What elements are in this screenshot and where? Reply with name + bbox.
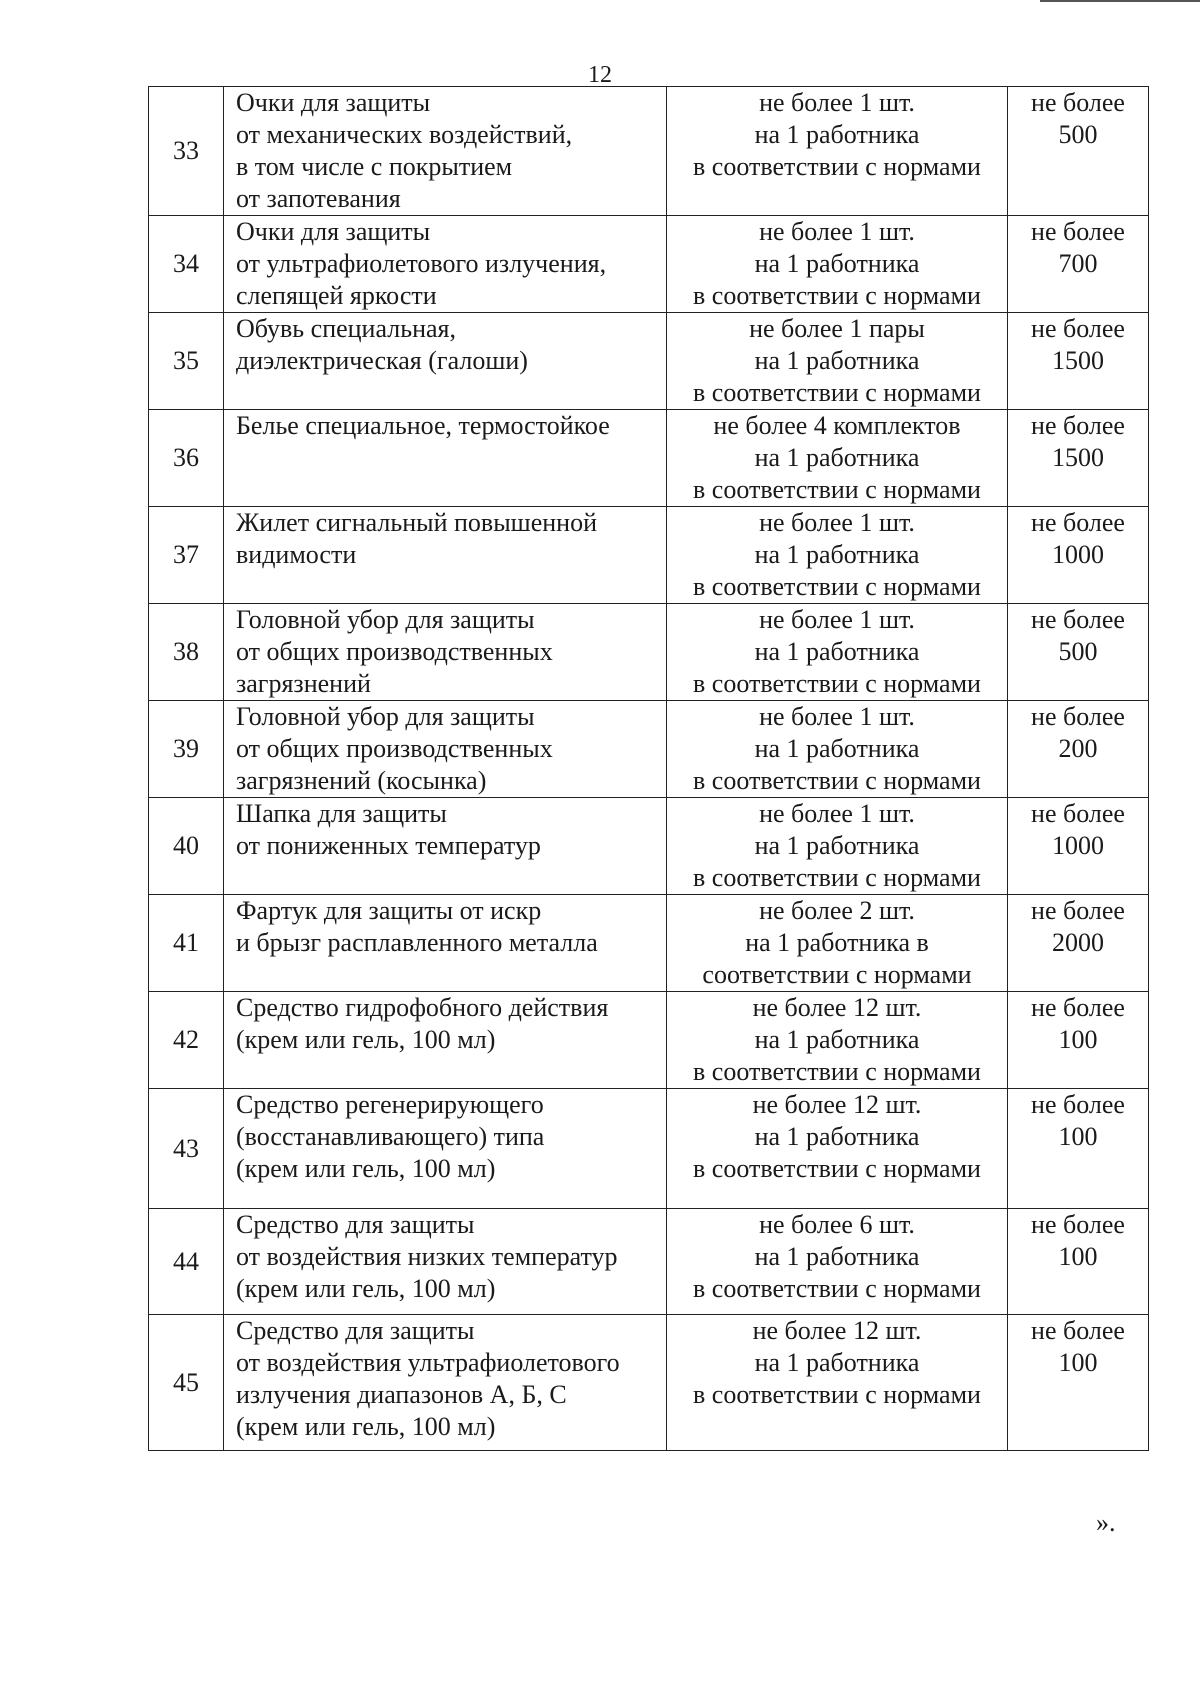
item-quantity-line: в соответствии с нормами [693,766,981,795]
table-row [149,410,1149,507]
item-quantity-line: на 1 работника в [745,928,929,957]
item-name [224,604,667,701]
item-quantity-line: в соответствии с нормами [693,378,981,407]
ppe-table [148,86,1149,1451]
item-name [224,87,667,216]
item-price [1008,604,1149,701]
row-number: 33 [149,87,224,216]
item-name [224,1209,667,1315]
item-name-line: Средство регенерирующего [236,1090,544,1119]
item-name-line: Обувь специальная, [236,314,456,343]
item-price-line: не более [1031,508,1125,537]
row-number: 41 [149,895,224,992]
item-name-line: видимости [236,540,357,569]
item-price [1008,410,1149,507]
item-quantity-line: на 1 работника [754,346,920,375]
item-name-line: загрязнений [236,669,371,698]
item-quantity-line: не более 1 шт. [759,88,915,117]
item-price [1008,701,1149,798]
closing-quote: ». [1096,1508,1116,1537]
item-quantity-line: не более 12 шт. [752,1090,922,1119]
table-row [149,1209,1149,1315]
item-name-line: (крем или гель, 100 мл) [236,1274,496,1303]
table-row [149,604,1149,701]
item-quantity-line: не более 4 комплектов [713,411,961,440]
item-name-line: (крем или гель, 100 мл) [236,1154,496,1183]
item-price-line: 500 [1058,120,1098,149]
table-row [149,313,1149,410]
item-name-line: и брызг расплавленного металла [236,928,598,957]
row-number: 40 [149,798,224,895]
item-name-line: (крем или гель, 100 мл) [236,1412,496,1441]
item-quantity-line: не более 1 шт. [759,217,915,246]
item-quantity-line: в соответствии с нормами [693,1057,981,1086]
item-quantity-line: на 1 работника [754,637,920,666]
item-quantity-line: не более 2 шт. [759,896,915,925]
item-price-line: не более [1031,799,1125,828]
item-name-line: от общих производственных [236,637,553,666]
item-quantity-line: на 1 работника [754,443,920,472]
table-row [149,1089,1149,1209]
table-row [149,216,1149,313]
item-name [224,1315,667,1451]
item-quantity-line: в соответствии с нормами [693,1380,981,1409]
item-name-line: от воздействия низких температур [236,1242,618,1271]
row-number: 43 [149,1089,224,1209]
item-quantity-line: на 1 работника [754,1122,920,1151]
item-quantity-line: в соответствии с нормами [693,1154,981,1183]
item-price-line: не более [1031,605,1125,634]
item-name [224,1089,667,1209]
item-name-line: Головной убор для защиты [236,702,535,731]
item-name [224,992,667,1089]
row-number: 42 [149,992,224,1089]
item-price-line: не более [1031,411,1125,440]
item-quantity-line: в соответствии с нормами [693,475,981,504]
item-quantity-line: в соответствии с нормами [693,152,981,181]
item-name-line: от пониженных температур [236,831,541,860]
item-quantity [667,798,1008,895]
item-quantity-line: соответствии с нормами [702,960,972,989]
item-name-line: Средство для защиты [236,1210,475,1239]
item-price-line: 1000 [1052,831,1104,860]
item-quantity [667,216,1008,313]
item-price [1008,895,1149,992]
item-name-line: Головной убор для защиты [236,605,535,634]
item-price-line: не более [1031,217,1125,246]
item-quantity-line: на 1 работника [754,734,920,763]
item-quantity [667,87,1008,216]
item-name-line: Жилет сигнальный повышенной [236,508,597,537]
item-quantity-line: на 1 работника [754,831,920,860]
item-quantity-line: в соответствии с нормами [693,572,981,601]
item-quantity [667,992,1008,1089]
item-name-line: Фартук для защиты от искр [236,896,542,925]
item-price-line: не более [1031,993,1125,1022]
item-price [1008,507,1149,604]
item-name-line: в том числе с покрытием [236,152,513,181]
item-name-line: от воздействия ультрафиолетового [236,1348,620,1377]
item-price-line: 100 [1058,1025,1098,1054]
item-quantity-line: не более 12 шт. [752,1316,922,1345]
item-name-line: загрязнений (косынка) [236,766,487,795]
item-name-line: Средство для защиты [236,1316,475,1345]
item-name-line: Очки для защиты [236,217,431,246]
item-price [1008,1089,1149,1209]
item-name-line: слепящей яркости [236,281,437,310]
top-edge-rule [1040,0,1200,2]
item-price [1008,1209,1149,1315]
item-name [224,895,667,992]
item-quantity-line: в соответствии с нормами [693,1274,981,1303]
item-price-line: не более [1031,1090,1125,1119]
item-price-line: 100 [1058,1242,1098,1271]
item-quantity [667,1315,1008,1451]
item-quantity-line: в соответствии с нормами [693,863,981,892]
item-name-line: Средство гидрофобного действия [236,993,609,1022]
item-price-line: 200 [1058,734,1098,763]
item-name-line: (крем или гель, 100 мл) [236,1025,496,1054]
row-number: 37 [149,507,224,604]
item-price-line: не более [1031,1210,1125,1239]
item-price [1008,1315,1149,1451]
item-quantity-line: на 1 работника [754,249,920,278]
table-row [149,1315,1149,1451]
item-name [224,507,667,604]
item-price-line: не более [1031,896,1125,925]
item-price-line: не более [1031,88,1125,117]
item-price-line: 500 [1058,637,1098,666]
item-name-line: от общих производственных [236,734,553,763]
item-quantity-line: не более 1 шт. [759,702,915,731]
item-name-line: диэлектрическая (галоши) [236,346,528,375]
ppe-table-body [149,87,1149,1451]
item-quantity-line: не более 6 шт. [759,1210,915,1239]
table-row [149,992,1149,1089]
row-number: 44 [149,1209,224,1315]
item-price-line: 100 [1058,1122,1098,1151]
item-quantity [667,1209,1008,1315]
item-price [1008,798,1149,895]
item-name [224,216,667,313]
item-quantity-line: на 1 работника [754,120,920,149]
item-name-line: Очки для защиты [236,88,431,117]
item-name [224,410,667,507]
item-quantity-line: в соответствии с нормами [693,281,981,310]
item-quantity [667,410,1008,507]
item-quantity [667,1089,1008,1209]
item-name-line: Белье специальное, термостойкое [236,411,610,440]
item-name-line: излучения диапазонов А, Б, С [236,1380,567,1409]
item-price-line: 700 [1058,249,1098,278]
item-price-line: 1000 [1052,540,1104,569]
item-price-line: не более [1031,314,1125,343]
item-name-line: от ультрафиолетового излучения, [236,249,607,278]
item-quantity-line: не более 1 шт. [759,508,915,537]
table-row [149,507,1149,604]
item-quantity-line: не более 1 пары [749,314,925,343]
row-number: 45 [149,1315,224,1451]
table-row [149,895,1149,992]
item-quantity [667,701,1008,798]
item-quantity-line: на 1 работника [754,540,920,569]
item-price [1008,313,1149,410]
item-quantity-line: на 1 работника [754,1242,920,1271]
row-number: 35 [149,313,224,410]
row-number: 39 [149,701,224,798]
row-number: 36 [149,410,224,507]
item-name [224,798,667,895]
item-name-line: от запотевания [236,184,401,213]
item-name [224,313,667,410]
table-row [149,798,1149,895]
table-row [149,701,1149,798]
item-quantity [667,604,1008,701]
item-quantity-line: на 1 работника [754,1025,920,1054]
item-price-line: не более [1031,1316,1125,1345]
item-quantity-line: в соответствии с нормами [693,669,981,698]
item-price-line: 1500 [1052,346,1104,375]
item-quantity [667,313,1008,410]
item-price-line: не более [1031,702,1125,731]
page-number: 12 [588,62,612,88]
table-row [149,87,1149,216]
item-price [1008,87,1149,216]
row-number: 34 [149,216,224,313]
row-number: 38 [149,604,224,701]
item-quantity-line: не более 12 шт. [752,993,922,1022]
item-quantity [667,507,1008,604]
item-price-line: 100 [1058,1348,1098,1377]
item-quantity-line: не более 1 шт. [759,799,915,828]
item-price [1008,992,1149,1089]
item-price-line: 2000 [1052,928,1104,957]
item-price [1008,216,1149,313]
item-name-line: (восстанавливающего) типа [236,1122,545,1151]
item-name [224,701,667,798]
item-quantity-line: на 1 работника [754,1348,920,1377]
item-quantity-line: не более 1 шт. [759,605,915,634]
item-name-line: Шапка для защиты [236,799,447,828]
item-name-line: от механических воздействий, [236,120,573,149]
item-quantity [667,895,1008,992]
item-price-line: 1500 [1052,443,1104,472]
